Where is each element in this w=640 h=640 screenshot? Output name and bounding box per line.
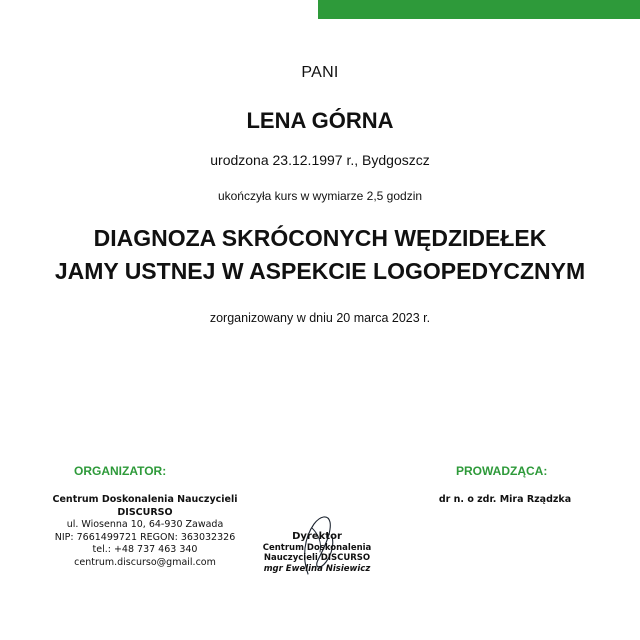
completion-text: ukończyła kurs w wymiarze 2,5 godzin	[217, 189, 423, 203]
stamp-line-1: Centrum Doskonalenia	[262, 542, 372, 553]
organizer-ids: NIP: 7661499721 REGON: 363032326	[54, 531, 236, 543]
salutation: PANI	[301, 64, 339, 81]
organizer-name-line-1: Centrum Doskonalenia Nauczycieli	[52, 494, 238, 505]
organizer-phone: tel.: +48 737 463 340	[92, 544, 198, 556]
organizer-name-line-2: DISCURSO	[117, 506, 173, 518]
stamp-title: Dyrektor	[292, 531, 342, 542]
director-stamp	[252, 532, 382, 574]
course-title	[0, 222, 640, 288]
header-accent-bar	[318, 0, 640, 19]
organized-date: zorganizowany w dniu 20 marca 2023 r.	[209, 311, 431, 325]
course-title-line-1: DIAGNOZA SKRÓCONYCH WĘDZIDEŁEK	[93, 225, 547, 251]
lead-name: dr n. o zdr. Mira Rządzka	[438, 494, 572, 505]
organizer-address: ul. Wiosenna 10, 64-930 Zawada	[66, 519, 224, 531]
organizer-details	[20, 494, 270, 570]
lead-heading: PROWADZĄCA:	[456, 464, 548, 478]
stamp-line-2: Nauczycieli DISCURSO	[263, 553, 371, 564]
birth-info: urodzona 23.12.1997 r., Bydgoszcz	[210, 152, 430, 168]
organizer-email: centrum.discurso@gmail.com	[74, 556, 216, 568]
stamp-signatory: mgr Ewelina Nisiewicz	[263, 563, 371, 574]
organizer-heading: ORGANIZATOR:	[74, 464, 167, 478]
recipient-name: LENA GÓRNA	[246, 108, 394, 133]
course-title-line-2: JAMY USTNEJ W ASPEKCIE LOGOPEDYCZNYM	[54, 258, 586, 284]
